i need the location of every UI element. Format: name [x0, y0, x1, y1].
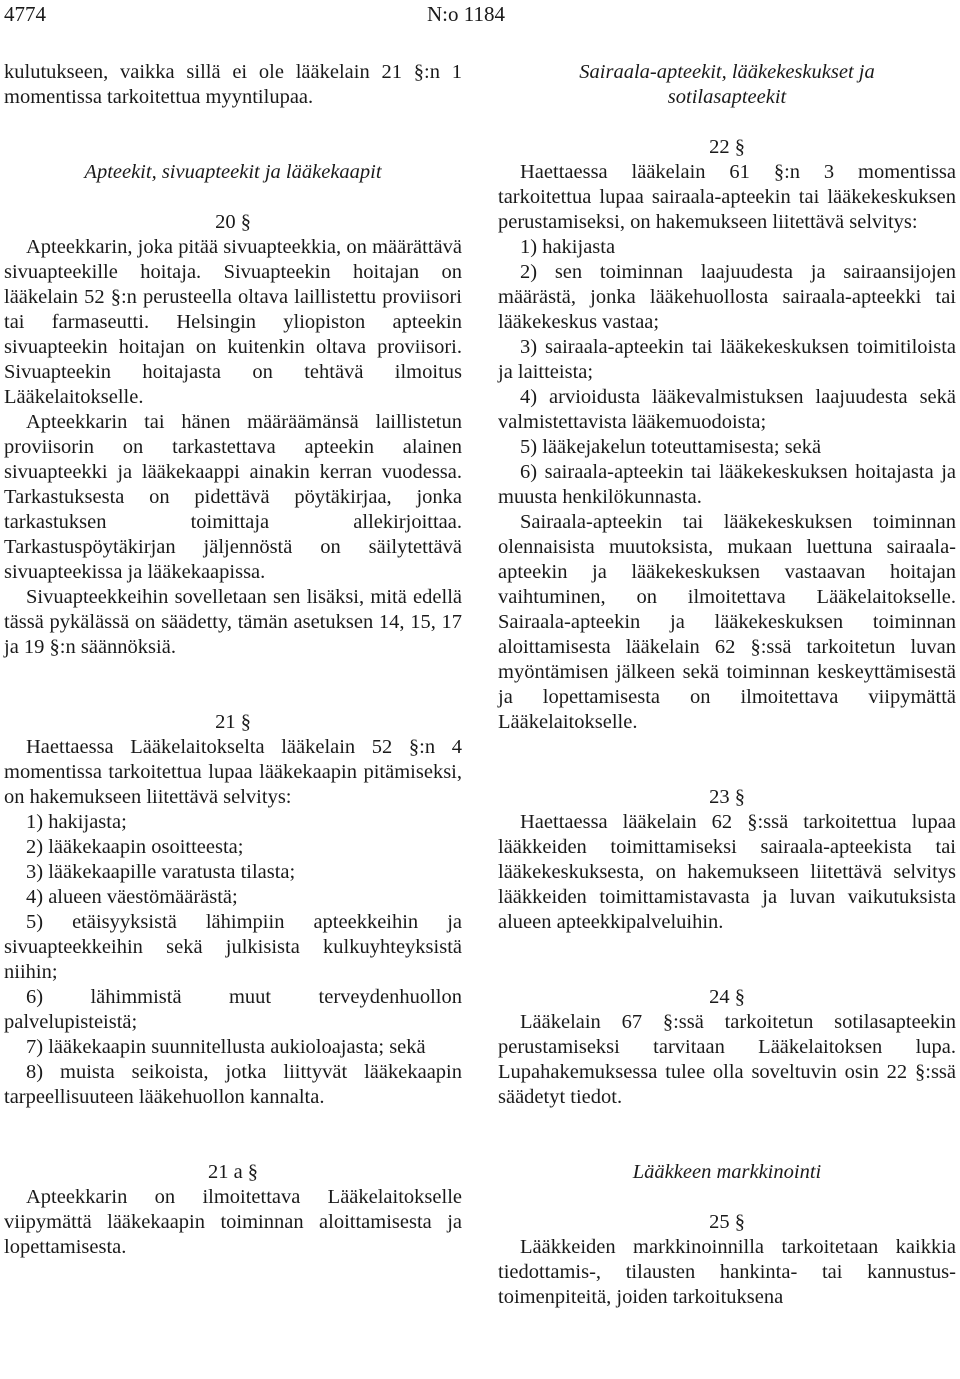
section-25-title: 25 § [709, 1211, 745, 1233]
intro-paragraph: kulutukseen, vaikka sillä ei ole lääkelain 21 §:n 1 momentissa tarkoitettua myyntilupaa. [4, 61, 462, 108]
list-item: 1) hakijasta; [26, 811, 127, 833]
section-21a-title: 21 a § [207, 1161, 259, 1183]
section-22-closing: Sairaala-apteekin tai lääkekeskuksen toiminnan olennaisista muutoksista, mukaan luettuna sairaala-apteekin ja lääkekeskuksen vastaavan hoitajan vaihtuminen, on ilmoitettava Lääkelaitokselle. Sairaala-apteekin ja lääkekeskuksen toiminnan aloittamisesta lääkelain 62 §:ssä tarkoitetun luvan myöntämisen jälkeen sekä toiminnan keskeyttämisestä ja lopettamisesta on ilmoitettava viipymättä Lääkelaitokselle. [498, 511, 956, 733]
list-item: 3) sairaala-apteekin tai lääkekeskuksen toimitiloista ja laitteista; [498, 336, 956, 383]
list-item: 4) arvioidusta lääkevalmistuksen laajuudesta sekä valmistettavista lääkemuodoista; [498, 386, 956, 433]
list-item: 3) lääkekaapille varatusta tilasta; [26, 861, 296, 883]
section-23-title: 23 § [709, 786, 745, 808]
page-number: 4774 [4, 2, 46, 26]
section-22-title: 22 § [709, 136, 745, 158]
section-20-paragraph: Apteekkarin, joka pitää sivuapteekkia, on määrättävä sivuapteekille hoitaja. Sivuapteekin hoitajan on lääkelain 52 §:n perusteella oltava laillistettu proviisori tai farmaseutti. Helsingin yliopiston apteekin sivuapteekin hoitajan on kuitenkin oltava proviisori. Sivuapteekin hoitajasta on tehtävä ilmoitus Lääkelaitokselle. [4, 236, 462, 408]
section-24-text: Lääkelain 67 §:ssä tarkoitetun sotilasapteekin perustamiseksi tarvitaan Lääkelaitoksen lupa. Lupahakemuksessa tulee olla soveltuvin osin 22 §:ssä säädetyt tiedot. [498, 1011, 956, 1108]
list-item: 2) lääkekaapin osoitteesta; [26, 836, 244, 858]
section-25-text: Lääkkeiden markkinoinnilla tarkoitetaan kaikkia tiedottamis-, tilausten hankinta- tai kannustus-toimenpiteitä, joiden tarkoituksena [498, 1236, 956, 1308]
list-item: 5) etäisyyksistä lähimpiin apteekkeihin ja sivuapteekkeihin sekä julkisista kulkuyhteyksistä niihin; [4, 911, 462, 983]
section-20-title: 20 § [215, 211, 251, 233]
section-22-intro: Haettaessa lääkelain 61 §:n 3 momentissa tarkoitettua lupaa sairaala-apteekin tai lääkekeskuksen perustamiseksi, on hakemukseen liitettävä selvitys: [498, 161, 956, 233]
list-item: 4) alueen väestömäärästä; [26, 886, 238, 908]
list-item: 6) sairaala-apteekin tai lääkekeskuksen hoitajasta ja muusta henkilökunnasta. [498, 461, 956, 508]
list-item: 2) sen toiminnan laajuudesta ja sairaansijojen määrästä, jonka lääkehuollosta sairaala-apteekki tai lääkekeskus vastaa; [498, 261, 956, 333]
chapter-heading-marketing: Lääkkeen markkinointi [632, 1161, 822, 1183]
chapter-heading-hospital-pharmacies: Sairaala-apteekit, lääkekeskukset ja sotilasapteekit [579, 61, 875, 108]
list-item: 5) lääkejakelun toteuttamisesta; sekä [520, 436, 822, 458]
issue-number: N:o 1184 [427, 2, 505, 26]
section-21-title: 21 § [215, 711, 251, 733]
section-20-paragraph: Sivuapteekkeihin sovelletaan sen lisäksi, mitä edellä tässä pykälässä on säädetty, tämän asetuksen 14, 15, 17 ja 19 §:n säännöksiä. [4, 586, 462, 658]
right-column [498, 60, 956, 1310]
section-24-title: 24 § [709, 986, 745, 1008]
list-item: 1) hakijasta [520, 236, 616, 258]
list-item: 7) lääkekaapin suunnitellusta aukioloajasta; sekä [26, 1036, 426, 1058]
left-column [4, 60, 462, 1260]
section-20-paragraph: Apteekkarin tai hänen määräämänsä laillistetun proviisorin on tarkastettava apteekin alainen sivuapteekki ja lääkekaappi ainakin kerran vuodessa. Tarkastuksesta on pidettävä pöytäkirjaa, jonka tarkastuksen toimittaja allekirjoittaa. Tarkastuspöytäkirjan jäljennöstä on säilytettävä sivuapteekissa ja lääkekaapissa. [4, 411, 462, 583]
section-21a-text: Apteekkarin on ilmoitettava Lääkelaitokselle viipymättä lääkekaapin toiminnan aloittamisesta ja lopettamisesta. [4, 1186, 462, 1258]
section-21-intro: Haettaessa Lääkelaitokselta lääkelain 52 §:n 4 momentissa tarkoitettua lupaa lääkekaapin pitämiseksi, on hakemukseen liitettävä selvitys: [4, 736, 462, 808]
list-item: 6) lähimmistä muut terveydenhuollon palvelupisteistä; [4, 986, 462, 1033]
list-item: 8) muista seikoista, jotka liittyvät lääkekaapin tarpeellisuuteen lääkehuollon kannalta. [4, 1061, 462, 1108]
chapter-heading-pharmacies: Apteekit, sivuapteekit ja lääkekaapit [84, 161, 382, 183]
section-23-text: Haettaessa lääkelain 62 §:ssä tarkoitettua lupaa lääkkeiden toimittamiseksi sairaala-apteekista tai lääkekeskuksesta, on hakemukseen liitettävä selvitys lääkkeiden toimittamistavasta ja luvan vaikutuksista alueen apteekkipalveluihin. [498, 811, 956, 933]
page-header [0, 0, 960, 30]
